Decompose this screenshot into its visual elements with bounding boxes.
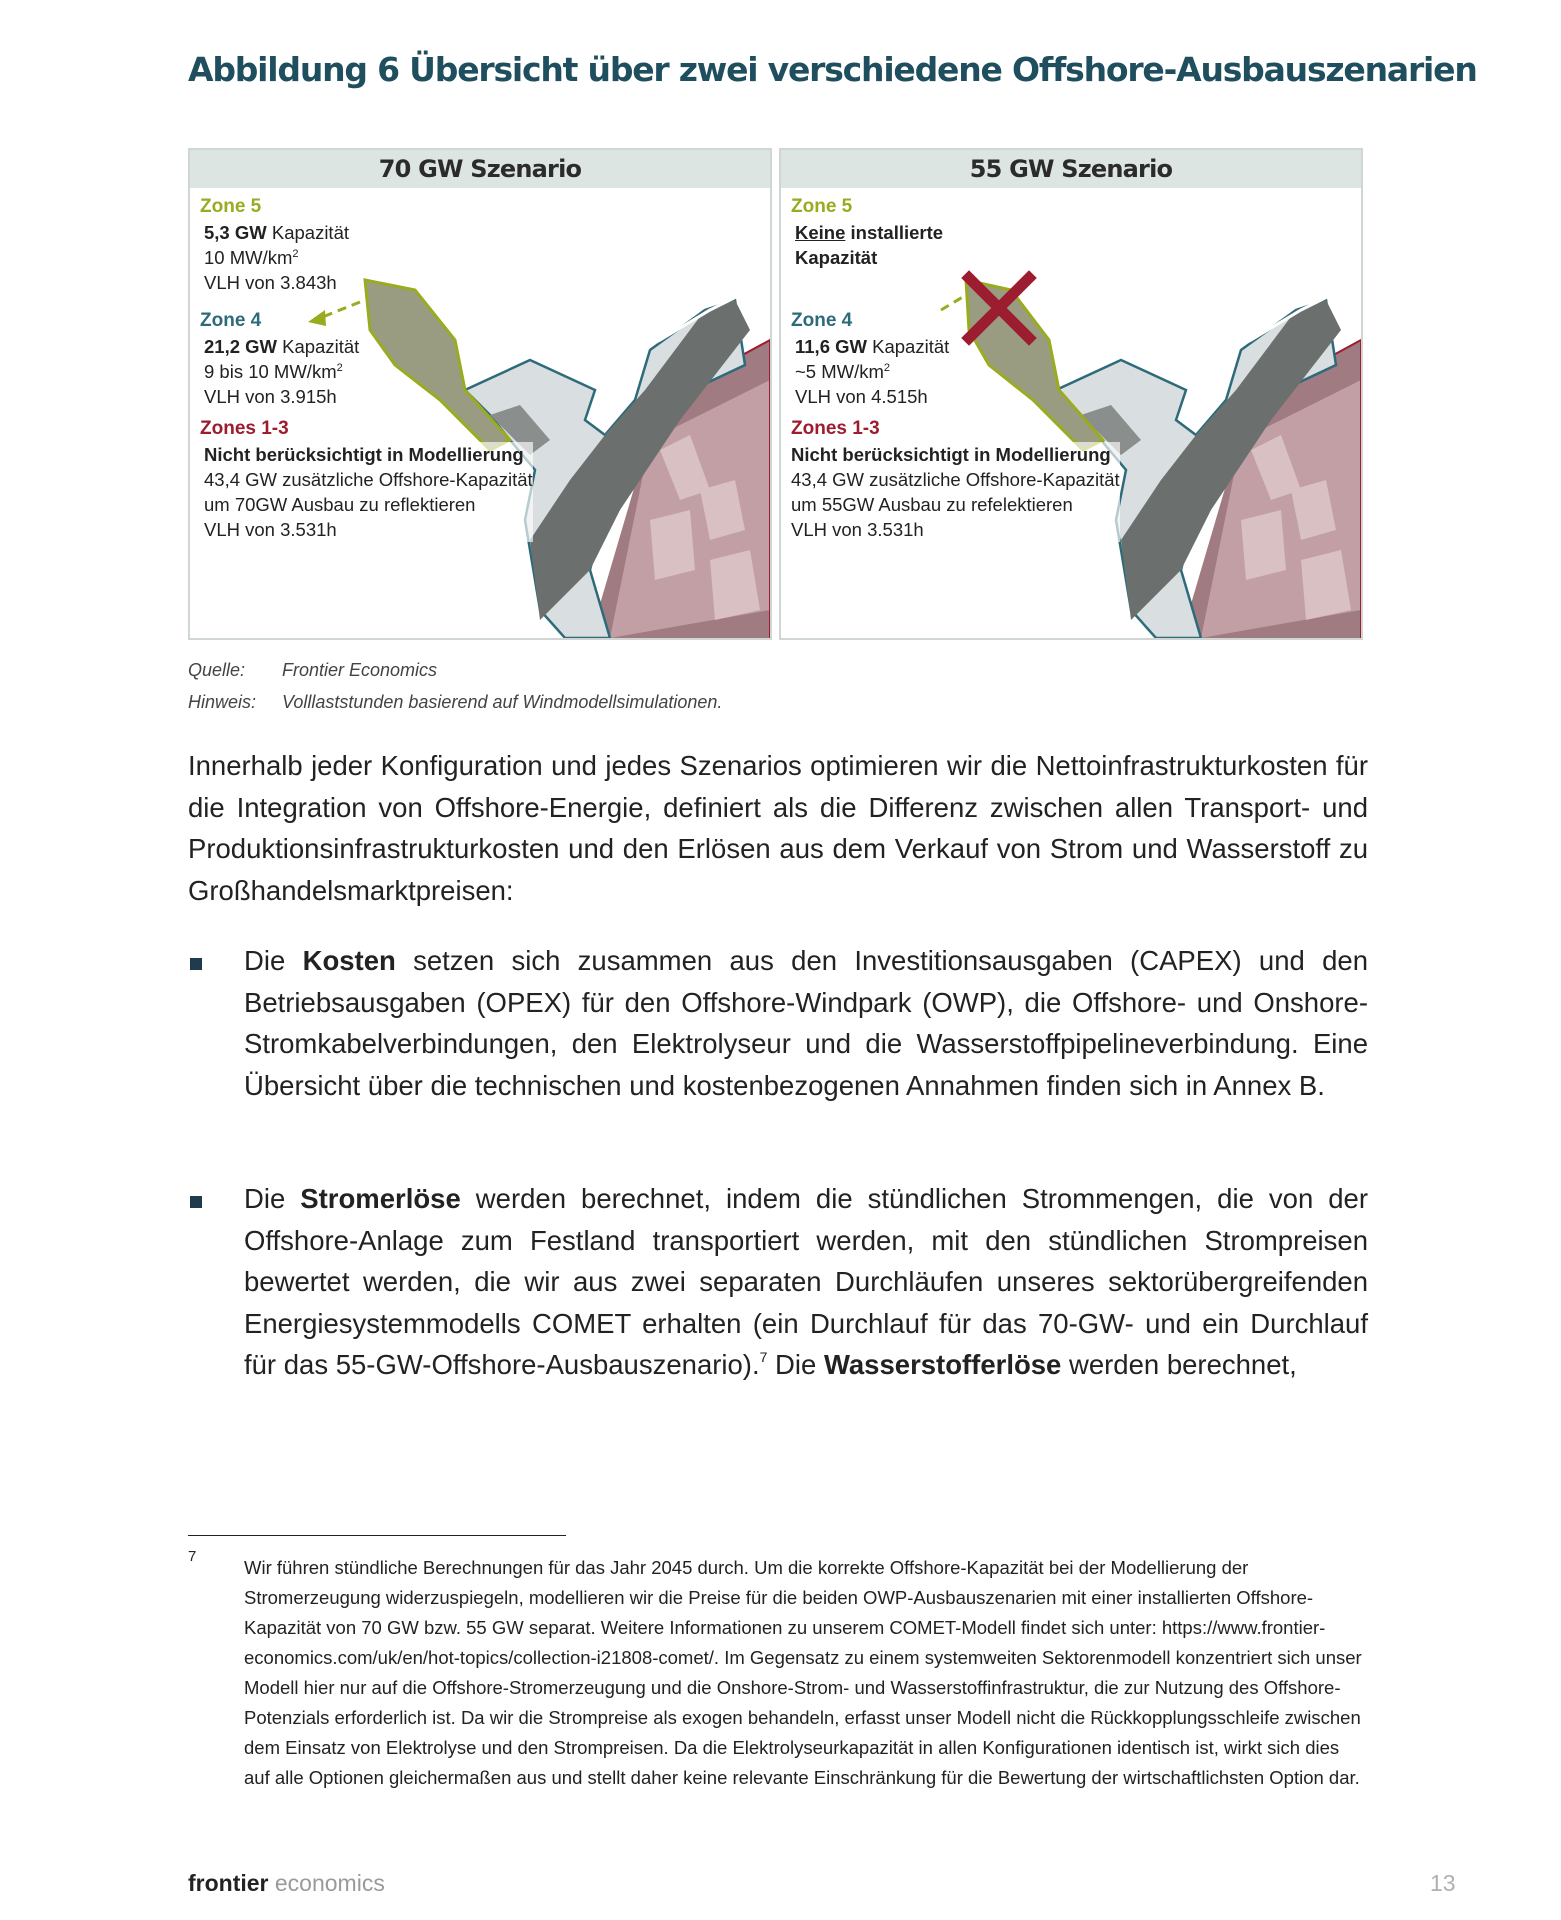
figure-note: Hinweis: Volllaststunden basierend auf Windmodellsimulationen. bbox=[188, 692, 723, 712]
panel-heading: 55 GW Szenario bbox=[781, 150, 1361, 188]
zone4-title: Zone 4 bbox=[791, 310, 853, 331]
footnote-divider bbox=[188, 1535, 566, 1536]
zones13-title: Zones 1-3 bbox=[200, 418, 289, 439]
zone4-details: 11,6 GW Kapazität ~5 $MW/km^2$ VLH von 4.515h bbox=[795, 336, 950, 407]
panel-heading: 70 GW Szenario bbox=[190, 150, 770, 188]
zones13-title: Zones 1-3 bbox=[791, 418, 880, 439]
bullet-costs: Die Kosten setzen sich zusammen aus den Investitionsausgaben (CAPEX) und den Betriebsausgaben (OPEX) für den Offshore-Windpark (OWP), die Offshore- und Onshore-Stromkabelverbindungen, den Elektrolyseur und die Wasserstoffpipelineverbindung. Eine Übersicht über die technischen und kostenbezogenen Annahmen finden sich in Annex B. bbox=[244, 945, 1369, 1101]
zones13-details: Nicht berücksichtigt in Modellierung 43,4 GW zusätzliche Offshore-Kapazität um 55GW Ausbau zu refelektieren VLH von 3.531h bbox=[791, 444, 1120, 540]
panel-55gw bbox=[779, 148, 1363, 640]
figure-source: Quelle: Frontier Economics bbox=[188, 660, 438, 680]
panel-70gw bbox=[188, 148, 772, 640]
zones13-details: Nicht berücksichtigt in Modellierung 43,4 GW zusätzliche Offshore-Kapazität um 70GW Ausbau zu reflektieren VLH von 3.531h bbox=[204, 444, 533, 540]
zone-5-arrow bbox=[941, 295, 966, 310]
footer-brand: frontier economics bbox=[188, 1870, 385, 1896]
bullet-marker bbox=[190, 958, 202, 970]
zone4-details: 21,2 GW Kapazität 9 bis 10 $MW/km^2$ VLH von 3.915h bbox=[204, 336, 360, 407]
zone4-title: Zone 4 bbox=[200, 310, 262, 331]
zone5-title: Zone 5 bbox=[791, 196, 853, 217]
footnote-number: 7 bbox=[188, 1548, 197, 1565]
page-number: 13 bbox=[1430, 1870, 1456, 1896]
zone-5-area bbox=[966, 280, 1103, 450]
zone5-title: Zone 5 bbox=[200, 196, 262, 217]
zone5-details: 5,3 GW Kapazität 10 $MW/km^2$ VLH von 3.843h bbox=[204, 222, 349, 293]
footnote-text: Wir führen stündliche Berechnungen für das Jahr 2045 durch. Um die korrekte Offshore-Kapazität bei der Modellierung der Stromerzeugung widerzuspiegeln, modellieren wir die Preise für die beiden OWP-Ausbauszenarien mit einer installierten Offshore-Kapazität von 70 GW bzw. 55 GW separat. Weitere Informationen zu unserem COMET-Modell findet sich unter: https://www.frontier-economics.com/uk/en/hot-topics/collection-i21808-comet/. Im Gegensatz zu einem systemweiten Sektorenmodell konzentriert sich unser Modell hier nur auf die Offshore-Stromerzeugung und die Onshore-Strom- und Wasserstoffinfrastruktur, die zur Nutzung des Offshore-Potenzials erforderlich ist. Da wir die Strompreise als exogen behandeln, erfasst unser Modell nicht die Rückkopplungsschleife zwischen dem Einsatz von Elektrolyse und den Strompreisen. Da die Elektrolyseurkapazität in allen Konfigurationen identisch ist, wirkt sich dies auf alle Optionen gleichermaßen aus und stellt daher keine relevante Einschränkung für die Bewertung der wirtschaftlichsten Option dar. bbox=[244, 1557, 1362, 1788]
footnote-ref[interactable]: 7 bbox=[759, 1349, 768, 1365]
bullet-revenues: Die Stromerlöse werden berechnet, indem die stündlichen Strommengen, die von der Offshore-Anlage zum Festland transportiert werden, mit den stündlichen Strompreisen bewertet werden, die wir aus zwei separaten Durchläufen unseres sektorübergreifenden Energiesystemmodells COMET erhalten (ein Durchlauf für das 70-GW- und ein Durchlauf für das 55-GW-Offshore-Ausbauszenario).$^7$ Die Wasserstofferlöse werden berechnet, bbox=[244, 1183, 1369, 1380]
zone5-details: Keine installierte Kapazität bbox=[795, 222, 944, 268]
intro-paragraph: Innerhalb jeder Konfiguration und jedes Szenarios optimieren wir die Nettoinfrastrukturkosten für die Integration von Offshore-Energie, definiert als die Differenz zwischen allen Transport- und Produktionsinfrastrukturkosten und den Erlösen aus dem Verkauf von Strom und Wasserstoff zu Großhandelsmarktpreisen: bbox=[188, 750, 1368, 906]
figure-title: Abbildung 6 Übersicht über zwei verschiedene Offshore-Ausbauszenarien bbox=[188, 50, 1477, 89]
bullet-marker bbox=[190, 1196, 202, 1208]
zone-5-arrow bbox=[308, 302, 360, 326]
zone-5-area bbox=[365, 280, 510, 450]
